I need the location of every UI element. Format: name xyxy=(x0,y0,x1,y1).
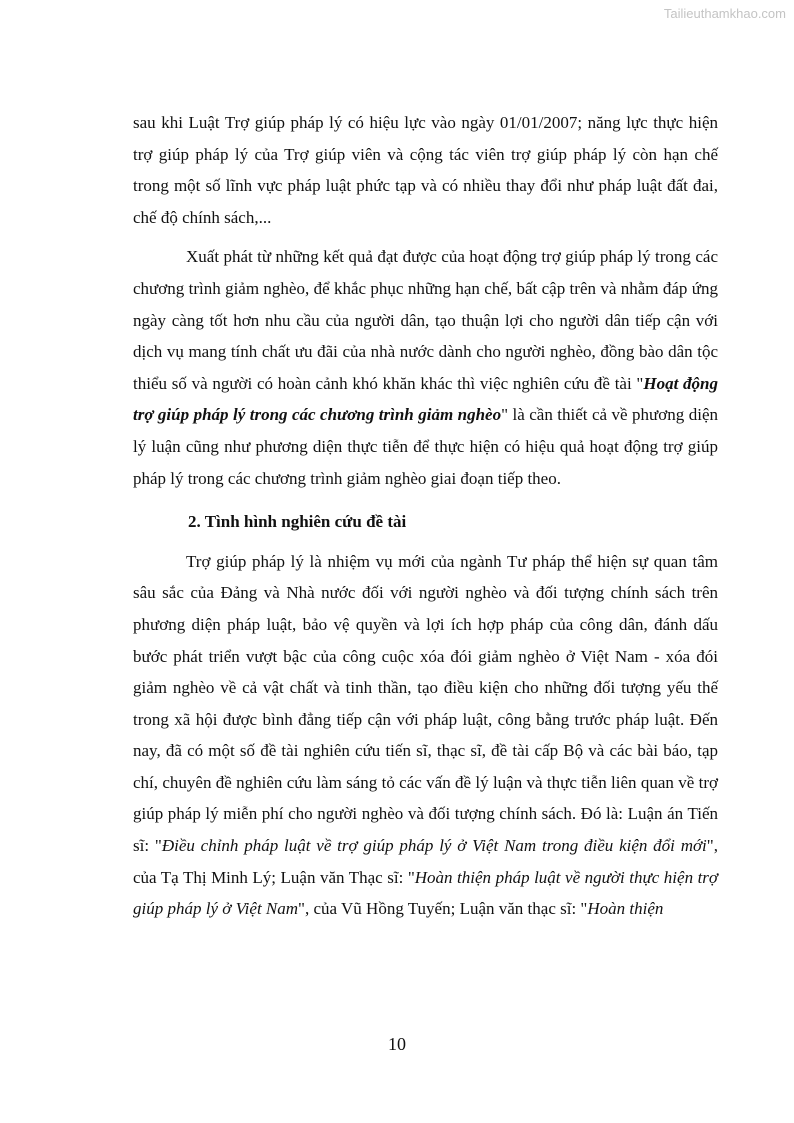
paragraph-2 xyxy=(133,241,718,494)
watermark: Tailieuthamkhao.com xyxy=(663,6,786,21)
thesis-title: Hoạt động trợ giúp pháp lý trong các chương trình giảm nghèo xyxy=(133,373,718,425)
paragraph-2-text-a: Xuất phát từ những kết quả đạt được của hoạt động trợ giúp pháp lý trong các chương trình giảm nghèo, để khắc phục những hạn chế, bất cập trên và nhằm đáp ứng ngày càng tốt hơn nhu cầu của người dân, tạo thuận lợi cho người dân tiếp cận với dịch vụ mang tính chất ưu đãi của nhà nước dành cho người nghèo, đồng bào dân tộc thiểu số và người có hoàn cảnh khó khăn khác thì việc nghiên cứu đề tài " xyxy=(133,247,718,393)
page-number: 10 xyxy=(388,1034,406,1054)
section-heading: 2. Tình hình nghiên cứu đề tài xyxy=(188,512,407,532)
paragraph-2-text-b: " là cần thiết cả về phương diện lý luận cũng như phương diện thực tiễn để thực hiện có hiệu quả hoạt động trợ giúp pháp lý trong các chương trình giảm nghèo giai đoạn tiếp theo. xyxy=(133,405,718,488)
paragraph-3-text-a: Trợ giúp pháp lý là nhiệm vụ mới của ngành Tư pháp thể hiện sự quan tâm sâu sắc của Đảng và Nhà nước đối với người nghèo và đối tượng chính sách trên phương diện pháp luật, bảo vệ quyền và lợi ích hợp pháp của công dân, đánh dấu bước phát triển vượt bậc của công cuộc xóa đói giảm nghèo ở Việt Nam - xóa đói giảm nghèo về cả vật chất và tinh thần, tạo điều kiện cho những đối tượng yếu thế trong xã hội được bình đẳng tiếp cận với pháp luật, công bằng trước pháp luật. Đến nay, đã có một số đề tài nghiên cứu tiến sĩ, thạc sĩ, đề tài cấp Bộ và các bài báo, tạp chí, chuyên đề nghiên cứu làm sáng tỏ các vấn đề lý luận và thực tiễn liên quan về trợ giúp pháp lý miễn phí cho người nghèo và đối tượng chính sách. Đó là: Luận án Tiến sĩ: " xyxy=(133,551,718,856)
document-body xyxy=(133,107,718,925)
paragraph-3-text-c: ", của Vũ Hồng Tuyến; Luận văn thạc sĩ: " xyxy=(298,899,588,919)
paragraph-3-text-b: ", của Tạ Thị Minh Lý; Luận văn Thạc sĩ: " xyxy=(133,836,718,887)
citation-title-1: Điều chỉnh pháp luật về trợ giúp pháp lý ở Việt Nam trong điều kiện đổi mới xyxy=(161,836,707,856)
citation-title-2: Hoàn thiện pháp luật về người thực hiện trợ giúp pháp lý ở Việt Nam xyxy=(133,867,718,919)
citation-title-3: Hoàn thiện xyxy=(587,899,664,919)
paragraph-3 xyxy=(133,546,718,925)
paragraph-1: sau khi Luật Trợ giúp pháp lý có hiệu lực vào ngày 01/01/2007; năng lực thực hiện trợ giúp pháp lý của Trợ giúp viên và cộng tác viên trợ giúp pháp lý còn hạn chế trong một số lĩnh vực pháp luật phức tạp và có nhiều thay đổi như pháp luật đất đai, chế độ chính sách,... xyxy=(133,113,718,227)
